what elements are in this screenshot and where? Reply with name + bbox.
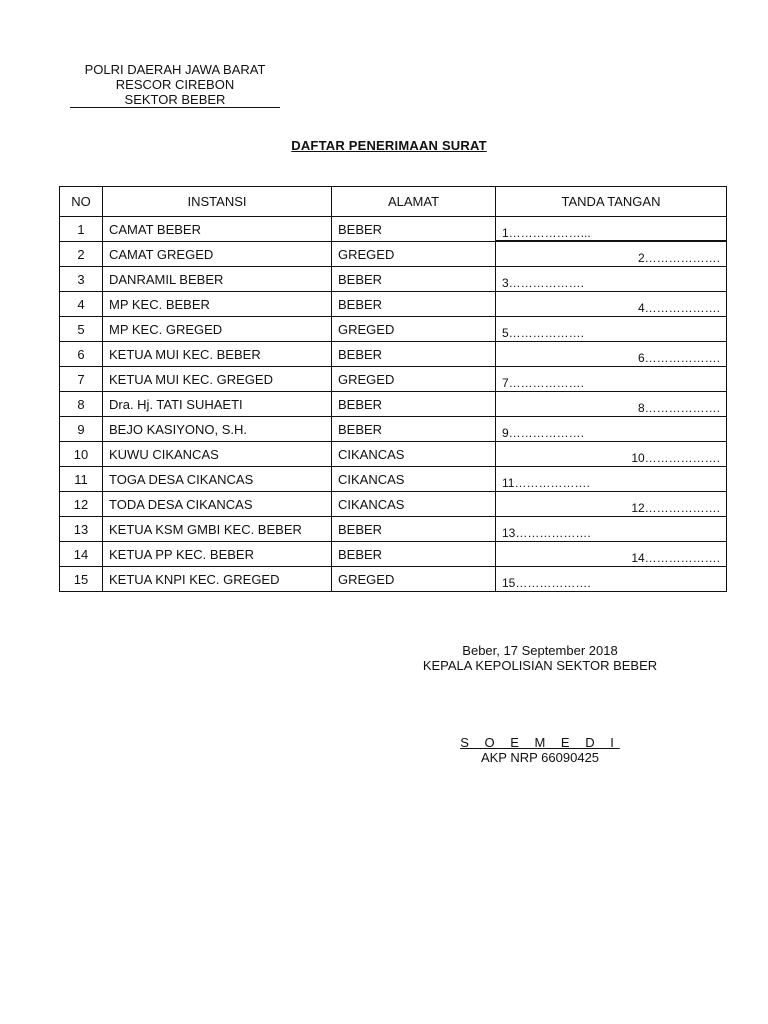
row-instansi: BEJO KASIYONO, S.H. — [103, 417, 332, 442]
row-instansi: KUWU CIKANCAS — [103, 442, 332, 467]
row-alamat: GREGED — [332, 567, 496, 592]
row-signature-cell — [496, 417, 727, 442]
signature-line: 14………………. — [631, 551, 720, 565]
row-alamat: BEBER — [332, 392, 496, 417]
row-alamat: GREGED — [332, 242, 496, 267]
column-header-alamat: ALAMAT — [332, 187, 496, 217]
row-instansi: KETUA KSM GMBI KEC. BEBER — [103, 517, 332, 542]
row-instansi: TODA DESA CIKANCAS — [103, 492, 332, 517]
signature-line: 6………………. — [637, 351, 720, 365]
row-signature-cell — [496, 517, 727, 542]
row-instansi: MP KEC. GREGED — [103, 317, 332, 342]
table-row — [60, 217, 727, 242]
row-alamat: BEBER — [332, 342, 496, 367]
signature-line: 13………………. — [502, 526, 591, 540]
signature-line: 15………………. — [502, 576, 591, 590]
signatory-name-wrap — [380, 735, 700, 750]
place-date: Beber, 17 September 2018 — [462, 643, 618, 658]
row-alamat: BEBER — [332, 542, 496, 567]
row-number: 7 — [60, 367, 103, 392]
row-alamat: BEBER — [332, 267, 496, 292]
row-signature-cell — [496, 392, 727, 417]
header-line-2: RESCOR CIREBON — [115, 77, 235, 92]
row-number: 5 — [60, 317, 103, 342]
row-alamat: CIKANCAS — [332, 467, 496, 492]
row-alamat: CIKANCAS — [332, 492, 496, 517]
row-signature-cell — [496, 492, 727, 517]
signature-line: 10………………. — [631, 451, 720, 465]
header-line-1: POLRI DAERAH JAWA BARAT — [84, 62, 266, 77]
row-signature-cell — [496, 467, 727, 492]
signature-line: 2………………. — [637, 251, 720, 265]
signature-line: 11………………. — [502, 476, 590, 490]
row-number: 14 — [60, 542, 103, 567]
row-number: 13 — [60, 517, 103, 542]
signatory-nrp: AKP NRP 66090425 — [480, 750, 600, 765]
signature-line: 5………………. — [502, 326, 585, 340]
signature-line: 4………………. — [637, 301, 720, 315]
row-alamat: GREGED — [332, 317, 496, 342]
signatory-position: KEPALA KEPOLISIAN SEKTOR BEBER — [422, 658, 658, 673]
row-signature-cell — [496, 442, 727, 467]
row-signature-cell — [496, 542, 727, 567]
signature-line: 3………………. — [502, 276, 585, 290]
header-line-3: SEKTOR BEBER — [70, 92, 280, 108]
row-number: 1 — [60, 217, 103, 242]
table-row — [60, 542, 727, 567]
signature-divider — [496, 241, 726, 242]
table-row — [60, 417, 727, 442]
row-instansi: KETUA PP KEC. BEBER — [103, 542, 332, 567]
row-instansi: Dra. Hj. TATI SUHAETI — [103, 392, 332, 417]
row-instansi: KETUA MUI KEC. BEBER — [103, 342, 332, 367]
row-alamat: BEBER — [332, 292, 496, 317]
row-alamat: BEBER — [332, 217, 496, 242]
row-signature-cell — [496, 342, 727, 367]
signature-divider — [496, 541, 726, 542]
table-row — [60, 292, 727, 317]
signature-line: 8………………. — [637, 401, 720, 415]
signature-divider — [496, 291, 726, 292]
table-row — [60, 392, 727, 417]
table-header-row — [60, 187, 727, 217]
signature-divider — [496, 391, 726, 392]
row-alamat: CIKANCAS — [332, 442, 496, 467]
table-row — [60, 517, 727, 542]
signature-line: 7………………. — [502, 376, 585, 390]
row-signature-cell — [496, 292, 727, 317]
row-number: 11 — [60, 467, 103, 492]
signature-divider — [496, 441, 726, 442]
row-number: 9 — [60, 417, 103, 442]
table-row — [60, 442, 727, 467]
row-alamat: BEBER — [332, 417, 496, 442]
row-number: 10 — [60, 442, 103, 467]
document-title: DAFTAR PENERIMAAN SURAT — [291, 138, 487, 153]
table-row — [60, 342, 727, 367]
column-header-no: NO — [60, 187, 103, 217]
signatory-name: S O E M E D I — [460, 735, 620, 750]
row-number: 15 — [60, 567, 103, 592]
row-number: 4 — [60, 292, 103, 317]
table-row — [60, 267, 727, 292]
signature-line: 9………………. — [502, 426, 585, 440]
table-row — [60, 567, 727, 592]
row-instansi: KETUA MUI KEC. GREGED — [103, 367, 332, 392]
row-number: 12 — [60, 492, 103, 517]
table-row — [60, 242, 727, 267]
table-row — [60, 492, 727, 517]
row-number: 8 — [60, 392, 103, 417]
row-signature-cell — [496, 317, 727, 342]
row-instansi: MP KEC. BEBER — [103, 292, 332, 317]
signature-divider — [496, 491, 726, 492]
row-number: 6 — [60, 342, 103, 367]
row-instansi: DANRAMIL BEBER — [103, 267, 332, 292]
row-alamat: GREGED — [332, 367, 496, 392]
row-instansi: CAMAT GREGED — [103, 242, 332, 267]
column-header-tanda-tangan: TANDA TANGAN — [496, 187, 727, 217]
signature-line: 1………………... — [502, 226, 591, 240]
row-signature-cell — [496, 367, 727, 392]
row-signature-cell — [496, 217, 727, 242]
row-instansi: CAMAT BEBER — [103, 217, 332, 242]
row-instansi: KETUA KNPI KEC. GREGED — [103, 567, 332, 592]
row-instansi: TOGA DESA CIKANCAS — [103, 467, 332, 492]
row-number: 2 — [60, 242, 103, 267]
table-row — [60, 317, 727, 342]
row-number: 3 — [60, 267, 103, 292]
column-header-instansi: INSTANSI — [103, 187, 332, 217]
recipient-table — [59, 186, 727, 592]
table-row — [60, 367, 727, 392]
row-signature-cell — [496, 242, 727, 267]
signature-divider — [496, 341, 726, 342]
row-alamat: BEBER — [332, 517, 496, 542]
signature-line: 12………………. — [631, 501, 720, 515]
row-signature-cell — [496, 267, 727, 292]
table-row — [60, 467, 727, 492]
row-signature-cell — [496, 567, 727, 592]
